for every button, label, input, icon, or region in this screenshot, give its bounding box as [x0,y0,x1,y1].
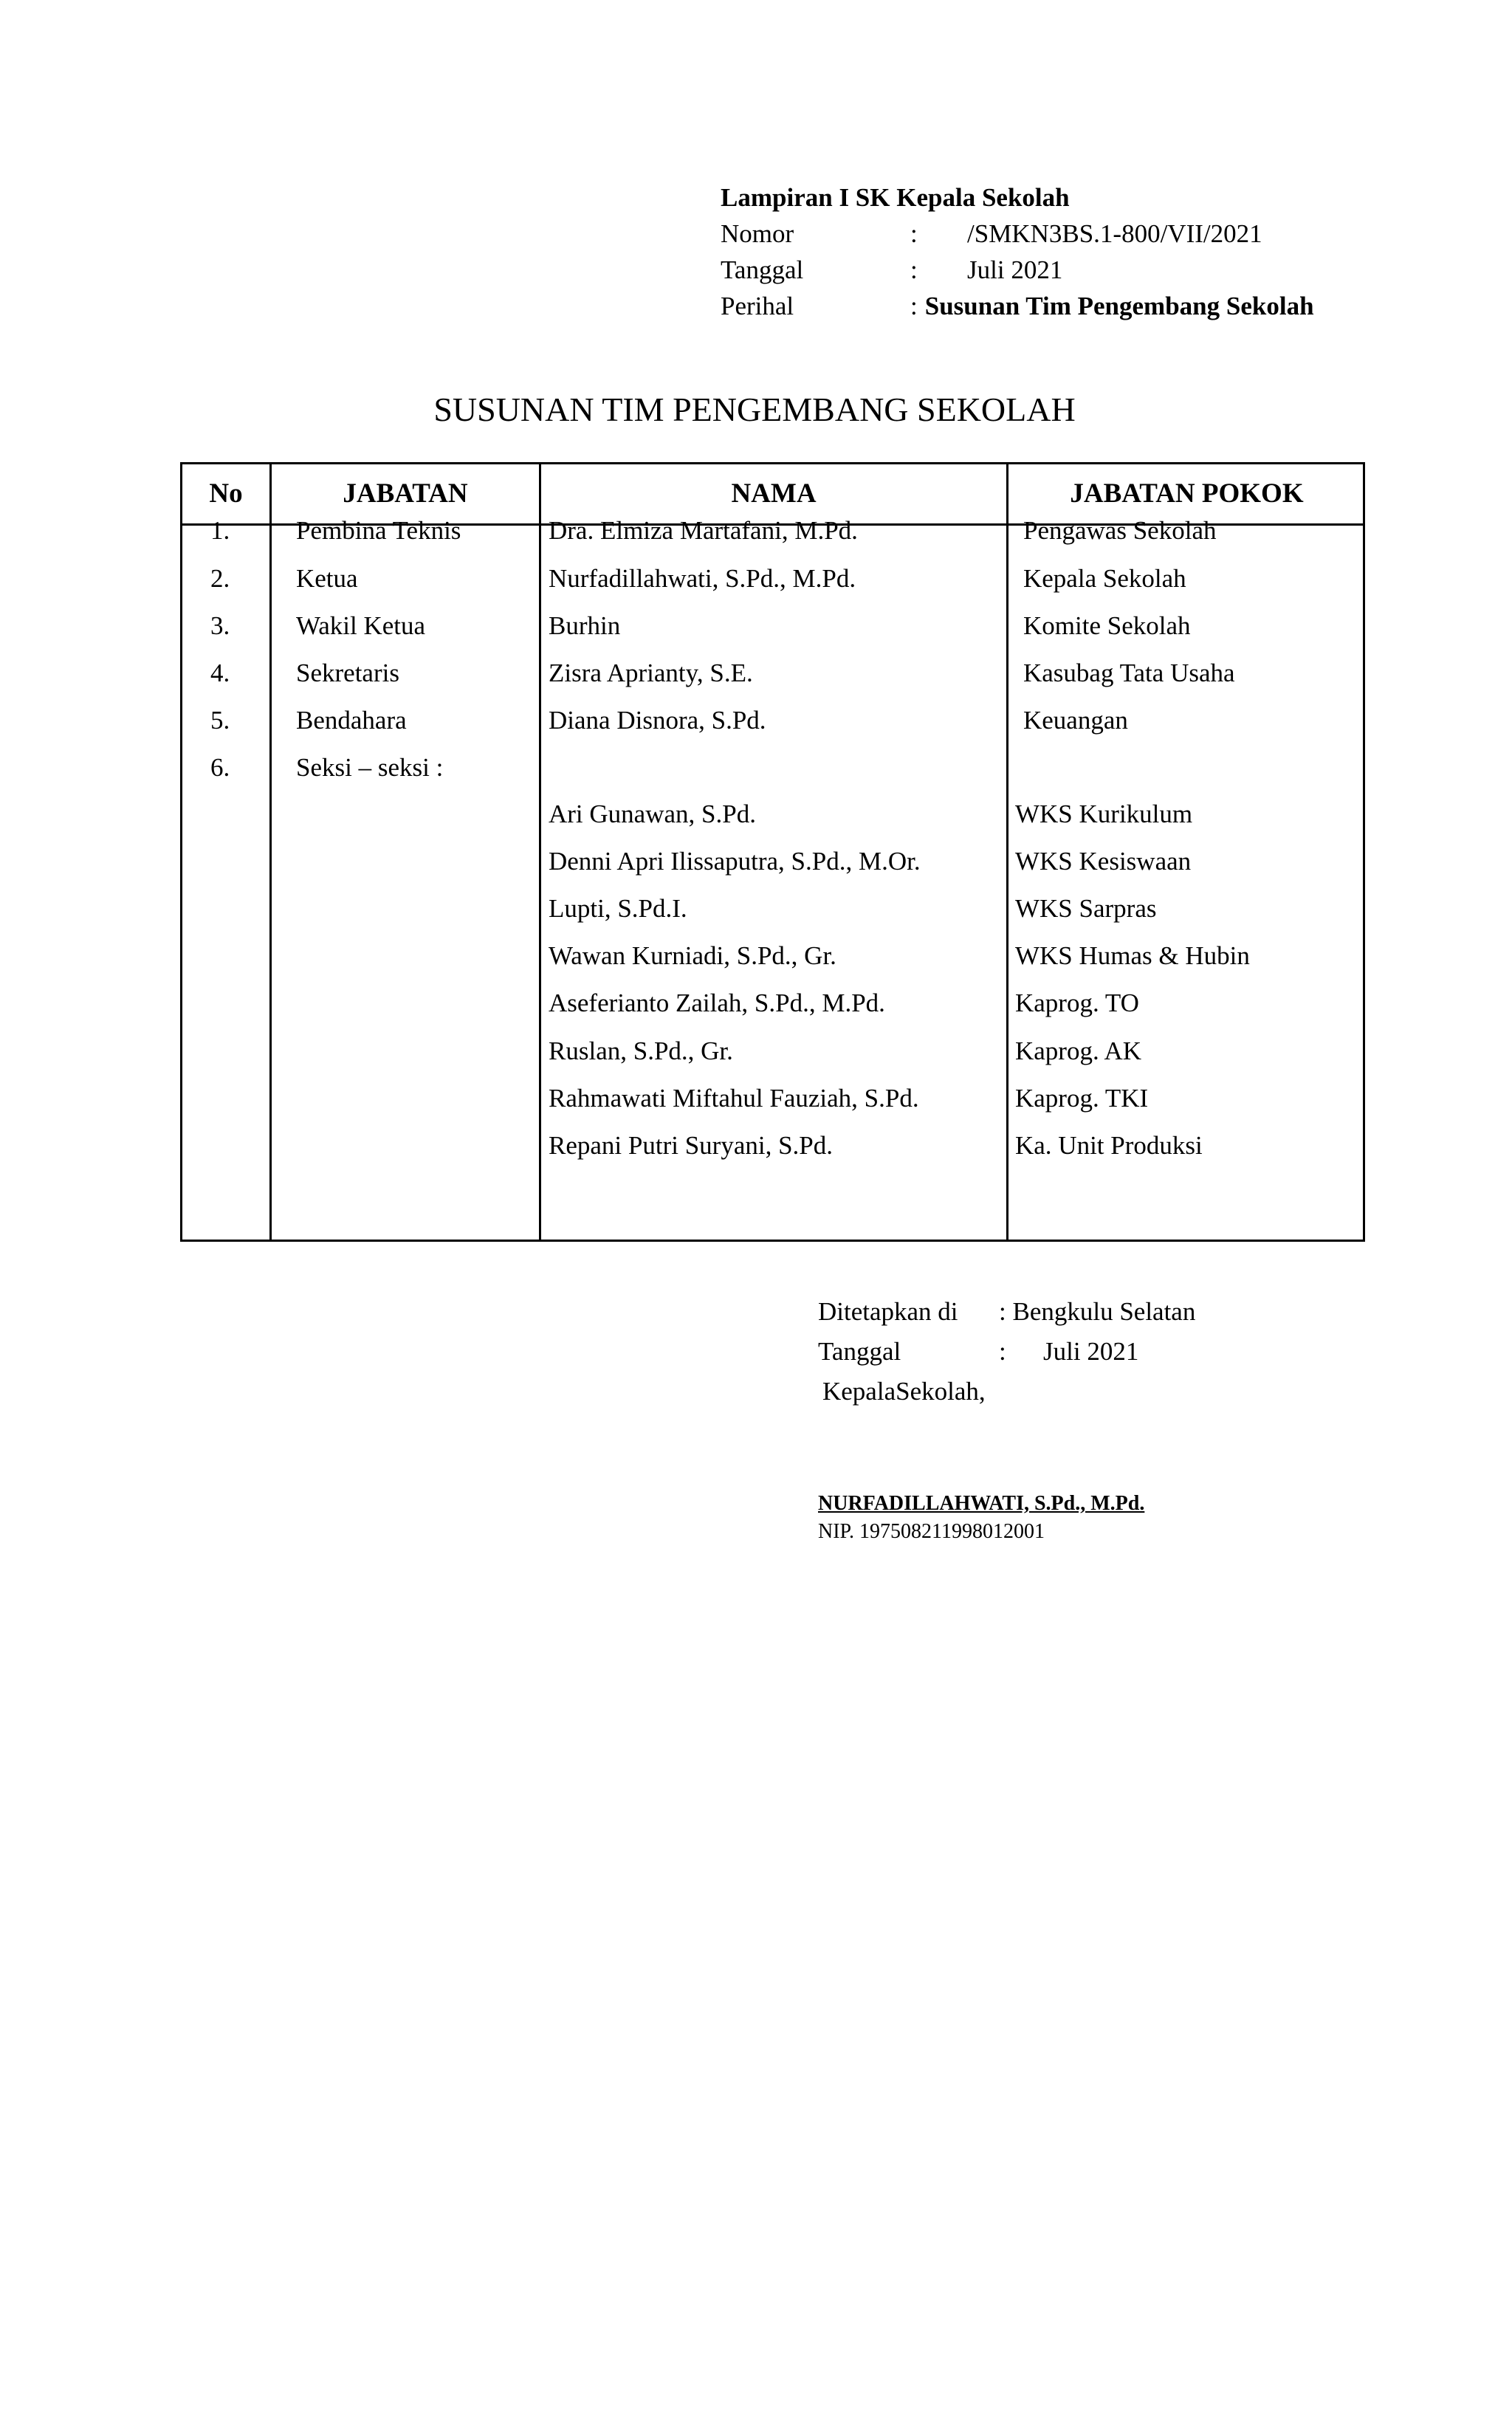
signature-salutation: KepalaSekolah, [822,1377,986,1406]
column-divider [539,464,541,1240]
cell-jabatan: Wakil Ketua [296,611,426,640]
cell-pokok: WKS Kesiswaan [1015,847,1192,876]
cell-jabatan: Pembina Teknis [296,516,461,545]
cell-pokok: WKS Kurikulum [1015,800,1193,828]
cell-nama: Diana Disnora, S.Pd. [549,706,766,735]
cell-no: 3. [210,611,230,640]
date-value: Juli 2021 [1043,1337,1139,1366]
cell-nama: Lupti, S.Pd.I. [549,894,687,923]
attachment-colon: : [910,219,918,248]
cell-pokok: Pengawas Sekolah [1023,516,1217,545]
cell-pokok: Kaprog. TO [1015,989,1139,1017]
cell-pokok: Kaprog. AK [1015,1037,1142,1065]
official-block [818,1490,1144,1546]
cell-nama: Ruslan, S.Pd., Gr. [549,1037,733,1065]
header-jabatan-pokok: JABATAN POKOK [1070,478,1304,509]
cell-nama: Ari Gunawan, S.Pd. [549,800,756,828]
official-name: NURFADILLAHWATI, S.Pd., M.Pd. [818,1492,1145,1515]
attachment-colon: : [910,255,918,284]
place-value: : Bengkulu Selatan [999,1297,1196,1326]
cell-nama: Aseferianto Zailah, S.Pd., M.Pd. [549,989,885,1017]
date-colon: : [999,1337,1006,1366]
attachment-row-tanggal [721,252,1314,288]
page-title-text: SUSUNAN TIM PENGEMBANG SEKOLAH [433,391,1076,428]
cell-jabatan: Seksi – seksi : [296,753,444,782]
cell-nama: Repani Putri Suryani, S.Pd. [549,1131,834,1160]
team-table [180,462,1365,1242]
attachment-label: Nomor [721,219,794,248]
place-label: Ditetapkan di [818,1297,958,1326]
cell-nama: Denni Apri Ilissaputra, S.Pd., M.Or. [549,847,921,876]
column-divider [269,464,272,1240]
header-jabatan: JABATAN [343,478,468,509]
column-divider [1006,464,1008,1240]
header-nama: NAMA [731,478,817,509]
cell-pokok: Keuangan [1023,706,1128,735]
cell-pokok: Kaprog. TKI [1015,1084,1149,1113]
cell-nama: Zisra Aprianty, S.E. [549,659,753,687]
signature-block [818,1292,1195,1412]
date-label: Tanggal [818,1337,901,1366]
cell-nama: Dra. Elmiza Martafani, M.Pd. [549,516,858,545]
cell-no: 6. [210,753,230,782]
attachment-value: Susunan Tim Pengembang Sekolah [924,292,1314,320]
cell-no: 4. [210,659,230,687]
attachment-row-perihal [721,288,1314,324]
cell-no: 1. [210,516,230,545]
attachment-colon: : [910,292,918,320]
attachment-heading: Lampiran I SK Kepala Sekolah [721,183,1070,212]
attachment-row-nomor [721,216,1314,252]
cell-nama: Burhin [549,611,621,640]
page-title [0,390,1512,429]
date-row [818,1332,1195,1372]
official-nip: NIP. 197508211998012001 [818,1520,1045,1543]
header-no: No [209,478,243,509]
cell-pokok: Komite Sekolah [1023,611,1191,640]
cell-pokok: WKS Humas & Hubin [1015,941,1250,970]
cell-jabatan: Ketua [296,564,358,593]
cell-pokok: Kepala Sekolah [1023,564,1186,593]
cell-nama: Nurfadillahwati, S.Pd., M.Pd. [549,564,856,593]
cell-no: 2. [210,564,230,593]
cell-jabatan: Bendahara [296,706,407,735]
cell-pokok: WKS Sarpras [1015,894,1157,923]
attachment-value: Juli 2021 [967,255,1063,284]
place-row [818,1292,1195,1332]
cell-jabatan: Sekretaris [296,659,399,687]
attachment-label: Perihal [721,292,794,320]
cell-nama: Wawan Kurniadi, S.Pd., Gr. [549,941,836,970]
attachment-header [721,179,1314,324]
attachment-label: Tanggal [721,255,804,284]
cell-pokok: Kasubag Tata Usaha [1023,659,1235,687]
attachment-value: /SMKN3BS.1-800/VII/2021 [967,219,1262,248]
cell-no: 5. [210,706,230,735]
cell-nama: Rahmawati Miftahul Fauziah, S.Pd. [549,1084,919,1113]
cell-pokok: Ka. Unit Produksi [1015,1131,1203,1160]
